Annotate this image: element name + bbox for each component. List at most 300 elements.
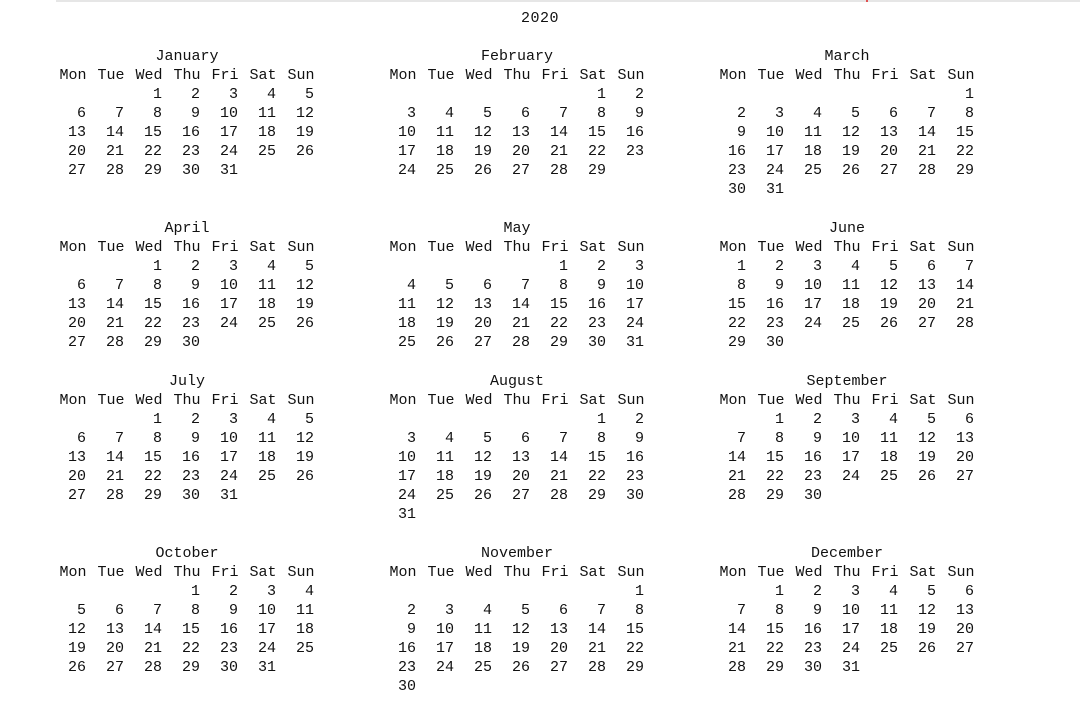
day-cell: 14 — [511, 296, 530, 313]
day-cell: 25 — [295, 640, 314, 657]
day-cell: 30 — [727, 181, 746, 198]
day-cell: 3 — [228, 86, 238, 103]
day-cell: 14 — [549, 449, 568, 466]
day-cell: 14 — [955, 277, 974, 294]
month-name: January — [155, 48, 219, 65]
day-cell: 24 — [803, 315, 822, 332]
weekday-header-mon: Mon — [389, 564, 417, 581]
weekday-header-tue: Tue — [427, 239, 455, 256]
day-cell: 2 — [596, 258, 606, 275]
day-cell: 9 — [634, 105, 644, 122]
day-cell: 14 — [105, 296, 124, 313]
day-cell: 30 — [803, 659, 822, 676]
weekday-header-fri: Fri — [871, 67, 899, 84]
day-cell: 21 — [587, 640, 606, 657]
day-cell: 12 — [295, 105, 314, 122]
day-cell: 25 — [257, 315, 276, 332]
day-cell: 5 — [850, 105, 860, 122]
day-cell: 4 — [888, 411, 898, 428]
day-cell: 18 — [879, 621, 898, 638]
weekday-header-wed: Wed — [135, 564, 163, 581]
weekday-header-sat: Sat — [249, 67, 277, 84]
day-cell: 17 — [219, 449, 238, 466]
day-cell: 24 — [219, 143, 238, 160]
weekday-header-fri: Fri — [871, 564, 899, 581]
day-cell: 10 — [841, 602, 860, 619]
day-cell: 5 — [926, 583, 936, 600]
day-cell: 8 — [964, 105, 974, 122]
weekday-header-mon: Mon — [389, 67, 417, 84]
weekday-header-mon: Mon — [389, 239, 417, 256]
weekday-header-mon: Mon — [719, 564, 747, 581]
weekday-header-sun: Sun — [947, 239, 975, 256]
day-cell: 23 — [181, 143, 200, 160]
month-name: June — [828, 220, 865, 237]
day-cell: 12 — [473, 449, 492, 466]
day-cell: 2 — [634, 86, 644, 103]
day-cell: 18 — [803, 143, 822, 160]
day-cell: 28 — [587, 659, 606, 676]
day-cell: 1 — [774, 583, 784, 600]
weekday-header-wed: Wed — [465, 67, 493, 84]
day-cell: 31 — [257, 659, 276, 676]
day-cell: 26 — [295, 468, 314, 485]
day-cell: 25 — [435, 487, 454, 504]
day-cell: 9 — [634, 430, 644, 447]
weekday-header-thu: Thu — [173, 67, 201, 84]
day-cell: 26 — [435, 334, 454, 351]
weekday-header-fri: Fri — [541, 392, 569, 409]
day-cell: 18 — [397, 315, 416, 332]
weekday-header-wed: Wed — [465, 239, 493, 256]
day-cell: 17 — [219, 124, 238, 141]
weekday-header-wed: Wed — [465, 392, 493, 409]
day-cell: 29 — [765, 487, 784, 504]
day-cell: 20 — [105, 640, 124, 657]
day-cell: 24 — [219, 315, 238, 332]
day-cell: 25 — [879, 468, 898, 485]
day-cell: 20 — [511, 468, 530, 485]
day-cell: 8 — [596, 430, 606, 447]
day-cell: 7 — [736, 602, 746, 619]
day-cell: 15 — [181, 621, 200, 638]
weekday-header-sat: Sat — [909, 239, 937, 256]
day-cell: 13 — [955, 430, 974, 447]
day-cell: 28 — [105, 162, 124, 179]
day-cell: 26 — [879, 315, 898, 332]
day-cell: 27 — [511, 162, 530, 179]
weekday-header-sat: Sat — [909, 564, 937, 581]
day-cell: 21 — [549, 468, 568, 485]
day-cell: 24 — [219, 468, 238, 485]
day-cell: 1 — [190, 583, 200, 600]
day-cell: 31 — [219, 162, 238, 179]
month-name: September — [806, 373, 888, 390]
day-cell: 17 — [765, 143, 784, 160]
day-cell: 27 — [105, 659, 124, 676]
day-cell: 7 — [558, 105, 568, 122]
day-cell: 19 — [917, 449, 936, 466]
weekday-header-sat: Sat — [249, 564, 277, 581]
weekday-header-wed: Wed — [465, 564, 493, 581]
weekday-header-fri: Fri — [541, 239, 569, 256]
day-cell: 10 — [765, 124, 784, 141]
day-cell: 7 — [114, 430, 124, 447]
day-cell: 17 — [397, 468, 416, 485]
day-cell: 7 — [926, 105, 936, 122]
day-cell: 29 — [955, 162, 974, 179]
weekday-header-thu: Thu — [833, 67, 861, 84]
day-cell: 13 — [105, 621, 124, 638]
day-cell: 11 — [841, 277, 860, 294]
day-cell: 6 — [114, 602, 124, 619]
day-cell: 16 — [727, 143, 746, 160]
day-cell: 11 — [257, 105, 276, 122]
day-cell: 8 — [190, 602, 200, 619]
day-cell: 25 — [257, 468, 276, 485]
day-cell: 11 — [257, 277, 276, 294]
weekday-header-sun: Sun — [617, 67, 645, 84]
day-cell: 28 — [511, 334, 530, 351]
day-cell: 5 — [304, 86, 314, 103]
day-cell: 17 — [841, 449, 860, 466]
month-name: August — [489, 373, 544, 390]
day-cell: 22 — [587, 143, 606, 160]
day-cell: 1 — [774, 411, 784, 428]
day-cell: 31 — [765, 181, 784, 198]
day-cell: 15 — [143, 124, 162, 141]
day-cell: 27 — [67, 487, 86, 504]
day-cell: 8 — [736, 277, 746, 294]
day-cell: 23 — [765, 315, 784, 332]
day-cell: 20 — [67, 143, 86, 160]
day-cell: 11 — [435, 124, 454, 141]
day-cell: 13 — [549, 621, 568, 638]
day-cell: 12 — [295, 430, 314, 447]
weekday-header-sun: Sun — [287, 564, 315, 581]
day-cell: 15 — [587, 124, 606, 141]
day-cell: 17 — [397, 143, 416, 160]
day-cell: 14 — [727, 621, 746, 638]
day-cell: 3 — [812, 258, 822, 275]
day-cell: 5 — [76, 602, 86, 619]
day-cell: 28 — [955, 315, 974, 332]
day-cell: 4 — [812, 105, 822, 122]
day-cell: 18 — [473, 640, 492, 657]
day-cell: 22 — [143, 315, 162, 332]
day-cell: 10 — [219, 430, 238, 447]
day-cell: 26 — [841, 162, 860, 179]
day-cell: 19 — [473, 143, 492, 160]
day-cell: 6 — [964, 411, 974, 428]
day-cell: 19 — [473, 468, 492, 485]
day-cell: 19 — [841, 143, 860, 160]
weekday-header-sun: Sun — [947, 392, 975, 409]
day-cell: 25 — [841, 315, 860, 332]
day-cell: 14 — [105, 124, 124, 141]
day-cell: 12 — [295, 277, 314, 294]
day-cell: 24 — [765, 162, 784, 179]
month-name: October — [155, 545, 219, 562]
month-name: July — [168, 373, 205, 390]
day-cell: 12 — [67, 621, 86, 638]
month-name: April — [164, 220, 210, 237]
weekday-header-fri: Fri — [211, 564, 239, 581]
weekday-header-thu: Thu — [503, 392, 531, 409]
day-cell: 25 — [257, 143, 276, 160]
weekday-header-wed: Wed — [795, 239, 823, 256]
day-cell: 15 — [765, 449, 784, 466]
day-cell: 24 — [841, 640, 860, 657]
day-cell: 30 — [397, 678, 416, 695]
day-cell: 12 — [511, 621, 530, 638]
day-cell: 9 — [596, 277, 606, 294]
day-cell: 25 — [435, 162, 454, 179]
day-cell: 8 — [596, 105, 606, 122]
day-cell: 19 — [917, 621, 936, 638]
day-cell: 13 — [955, 602, 974, 619]
day-cell: 28 — [105, 487, 124, 504]
day-cell: 7 — [152, 602, 162, 619]
weekday-header-thu: Thu — [833, 392, 861, 409]
weekday-header-tue: Tue — [757, 67, 785, 84]
weekday-header-sat: Sat — [909, 392, 937, 409]
day-cell: 11 — [473, 621, 492, 638]
day-cell: 19 — [511, 640, 530, 657]
day-cell: 3 — [444, 602, 454, 619]
day-cell: 11 — [879, 602, 898, 619]
day-cell: 11 — [295, 602, 314, 619]
day-cell: 21 — [105, 143, 124, 160]
day-cell: 18 — [257, 124, 276, 141]
day-cell: 15 — [143, 296, 162, 313]
day-cell: 3 — [406, 430, 416, 447]
day-cell: 28 — [727, 487, 746, 504]
day-cell: 15 — [765, 621, 784, 638]
day-cell: 6 — [888, 105, 898, 122]
day-cell: 2 — [634, 411, 644, 428]
day-cell: 29 — [625, 659, 644, 676]
day-cell: 8 — [152, 430, 162, 447]
day-cell: 29 — [143, 487, 162, 504]
day-cell: 11 — [257, 430, 276, 447]
day-cell: 10 — [803, 277, 822, 294]
day-cell: 8 — [152, 105, 162, 122]
day-cell: 23 — [625, 468, 644, 485]
day-cell: 12 — [841, 124, 860, 141]
day-cell: 20 — [473, 315, 492, 332]
day-cell: 27 — [511, 487, 530, 504]
weekday-header-sat: Sat — [579, 564, 607, 581]
day-cell: 24 — [257, 640, 276, 657]
day-cell: 7 — [558, 430, 568, 447]
weekday-header-sat: Sat — [249, 392, 277, 409]
day-cell: 9 — [190, 430, 200, 447]
day-cell: 20 — [511, 143, 530, 160]
day-cell: 10 — [397, 124, 416, 141]
weekday-header-fri: Fri — [541, 564, 569, 581]
day-cell: 26 — [917, 468, 936, 485]
day-cell: 20 — [67, 315, 86, 332]
day-cell: 29 — [727, 334, 746, 351]
day-cell: 12 — [917, 602, 936, 619]
day-cell: 29 — [181, 659, 200, 676]
day-cell: 1 — [558, 258, 568, 275]
day-cell: 2 — [774, 258, 784, 275]
month-name: December — [810, 545, 883, 562]
weekday-header-thu: Thu — [503, 239, 531, 256]
day-cell: 3 — [850, 411, 860, 428]
day-cell: 25 — [473, 659, 492, 676]
day-cell: 22 — [625, 640, 644, 657]
day-cell: 18 — [435, 468, 454, 485]
day-cell: 28 — [917, 162, 936, 179]
weekday-header-sat: Sat — [579, 239, 607, 256]
day-cell: 3 — [774, 105, 784, 122]
day-cell: 13 — [879, 124, 898, 141]
weekday-header-sun: Sun — [947, 67, 975, 84]
day-cell: 18 — [257, 296, 276, 313]
weekday-header-wed: Wed — [135, 67, 163, 84]
day-cell: 21 — [105, 315, 124, 332]
day-cell: 23 — [219, 640, 238, 657]
day-cell: 21 — [511, 315, 530, 332]
day-cell: 29 — [765, 659, 784, 676]
weekday-header-sun: Sun — [287, 392, 315, 409]
day-cell: 1 — [964, 86, 974, 103]
day-cell: 12 — [879, 277, 898, 294]
day-cell: 14 — [727, 449, 746, 466]
weekday-header-thu: Thu — [503, 67, 531, 84]
day-cell: 12 — [917, 430, 936, 447]
day-cell: 2 — [812, 411, 822, 428]
weekday-header-sun: Sun — [617, 239, 645, 256]
day-cell: 4 — [406, 277, 416, 294]
day-cell: 20 — [917, 296, 936, 313]
day-cell: 14 — [143, 621, 162, 638]
day-cell: 23 — [727, 162, 746, 179]
day-cell: 18 — [435, 143, 454, 160]
day-cell: 11 — [435, 449, 454, 466]
day-cell: 26 — [473, 487, 492, 504]
day-cell: 10 — [219, 277, 238, 294]
weekday-header-mon: Mon — [719, 392, 747, 409]
day-cell: 16 — [625, 124, 644, 141]
month-name: March — [824, 48, 870, 65]
day-cell: 26 — [917, 640, 936, 657]
day-cell: 19 — [295, 124, 314, 141]
day-cell: 22 — [181, 640, 200, 657]
day-cell: 26 — [295, 143, 314, 160]
weekday-header-fri: Fri — [871, 392, 899, 409]
day-cell: 3 — [228, 411, 238, 428]
divider-accent — [866, 0, 868, 2]
day-cell: 21 — [143, 640, 162, 657]
day-cell: 4 — [444, 105, 454, 122]
day-cell: 27 — [67, 334, 86, 351]
day-cell: 12 — [435, 296, 454, 313]
day-cell: 1 — [152, 411, 162, 428]
day-cell: 6 — [926, 258, 936, 275]
day-cell: 22 — [587, 468, 606, 485]
weekday-header-thu: Thu — [173, 564, 201, 581]
day-cell: 5 — [888, 258, 898, 275]
day-cell: 7 — [596, 602, 606, 619]
day-cell: 19 — [435, 315, 454, 332]
day-cell: 10 — [625, 277, 644, 294]
weekday-header-thu: Thu — [833, 564, 861, 581]
day-cell: 15 — [727, 296, 746, 313]
day-cell: 6 — [76, 430, 86, 447]
day-cell: 30 — [625, 487, 644, 504]
weekday-header-wed: Wed — [795, 392, 823, 409]
day-cell: 18 — [257, 449, 276, 466]
day-cell: 4 — [304, 583, 314, 600]
day-cell: 19 — [295, 449, 314, 466]
day-cell: 7 — [520, 277, 530, 294]
day-cell: 2 — [190, 258, 200, 275]
day-cell: 13 — [473, 296, 492, 313]
day-cell: 29 — [143, 162, 162, 179]
weekday-header-sun: Sun — [287, 239, 315, 256]
day-cell: 30 — [803, 487, 822, 504]
day-cell: 18 — [841, 296, 860, 313]
day-cell: 4 — [888, 583, 898, 600]
day-cell: 3 — [266, 583, 276, 600]
day-cell: 28 — [727, 659, 746, 676]
day-cell: 19 — [879, 296, 898, 313]
day-cell: 5 — [444, 277, 454, 294]
day-cell: 4 — [482, 602, 492, 619]
day-cell: 23 — [803, 640, 822, 657]
day-cell: 19 — [295, 296, 314, 313]
weekday-header-thu: Thu — [173, 239, 201, 256]
day-cell: 6 — [520, 430, 530, 447]
weekday-header-fri: Fri — [211, 392, 239, 409]
day-cell: 30 — [181, 162, 200, 179]
day-cell: 7 — [736, 430, 746, 447]
day-cell: 13 — [511, 449, 530, 466]
day-cell: 13 — [511, 124, 530, 141]
weekday-header-tue: Tue — [757, 392, 785, 409]
weekday-header-sun: Sun — [617, 392, 645, 409]
day-cell: 4 — [444, 430, 454, 447]
day-cell: 7 — [964, 258, 974, 275]
weekday-header-sun: Sun — [947, 564, 975, 581]
day-cell: 3 — [634, 258, 644, 275]
weekday-header-mon: Mon — [59, 67, 87, 84]
day-cell: 16 — [181, 296, 200, 313]
day-cell: 6 — [558, 602, 568, 619]
day-cell: 15 — [549, 296, 568, 313]
day-cell: 16 — [181, 124, 200, 141]
day-cell: 3 — [850, 583, 860, 600]
day-cell: 9 — [774, 277, 784, 294]
day-cell: 21 — [727, 468, 746, 485]
day-cell: 7 — [114, 105, 124, 122]
day-cell: 9 — [228, 602, 238, 619]
day-cell: 13 — [917, 277, 936, 294]
day-cell: 27 — [473, 334, 492, 351]
day-cell: 22 — [765, 468, 784, 485]
day-cell: 17 — [625, 296, 644, 313]
day-cell: 14 — [587, 621, 606, 638]
day-cell: 30 — [181, 334, 200, 351]
weekday-header-fri: Fri — [871, 239, 899, 256]
day-cell: 29 — [587, 162, 606, 179]
day-cell: 24 — [397, 487, 416, 504]
top-divider — [56, 0, 1080, 2]
